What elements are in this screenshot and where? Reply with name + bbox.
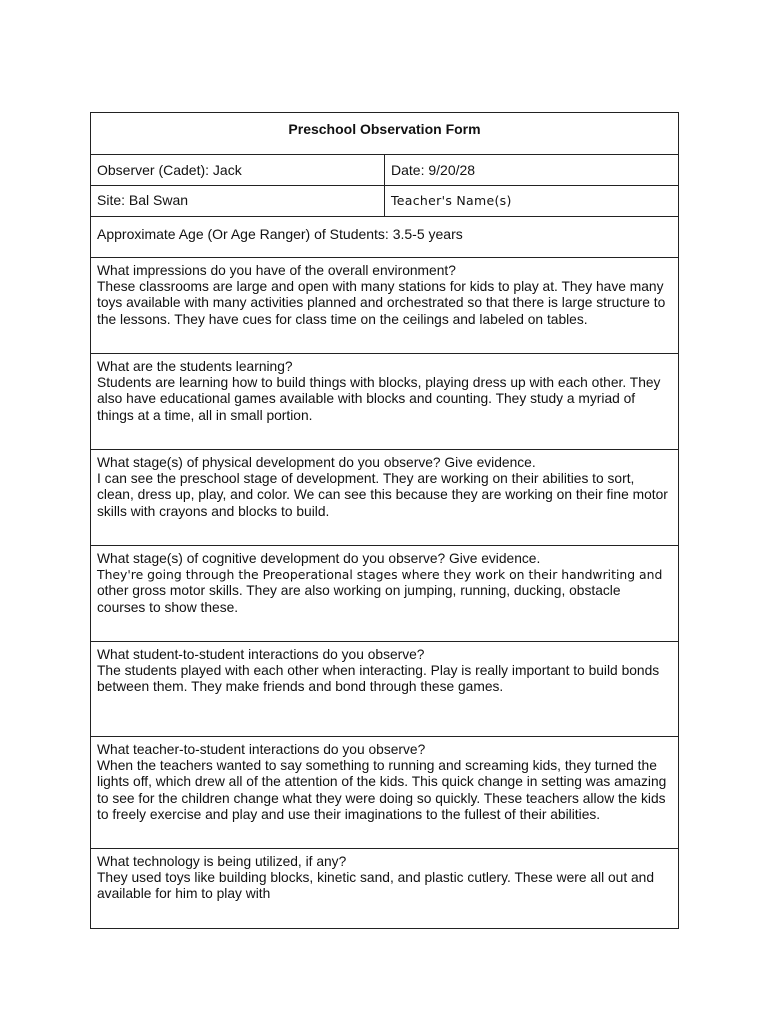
observer-field: Observer (Cadet): Jack <box>91 155 385 185</box>
question-text: What teacher-to-student interactions do you observe? <box>97 742 426 757</box>
answer-line: lights off, which drew all of the attention of the kids. This quick change in setting was amazing <box>97 774 667 790</box>
question-section-teacher-interactions <box>91 737 678 849</box>
age-field: Approximate Age (Or Age Ranger) of Students: 3.5-5 years <box>91 217 678 258</box>
question-section-physical <box>91 450 678 546</box>
answer-line: things at a time, all in small portion. <box>97 407 313 423</box>
question-text: What stage(s) of physical development do you observe? Give evidence. <box>97 455 536 470</box>
answer-line: clean, dress up, play, and color. We can see this because they are working on their fine motor <box>97 487 668 503</box>
answer-line: other gross motor skills. They are also working on jumping, running, ducking, obstacle <box>97 583 621 599</box>
question-section-environment <box>91 258 678 354</box>
question-section-technology <box>91 849 678 928</box>
question-section-learning <box>91 354 678 450</box>
site-field: Site: Bal Swan <box>91 186 385 216</box>
answer-line: The students played with each other when interacting. Play is really important to build bonds <box>97 663 660 679</box>
question-text: What are the students learning? <box>97 359 293 374</box>
answer-line: between them. They make friends and bond through these games. <box>97 679 504 695</box>
answer-line: available for him to play with <box>97 886 271 902</box>
question-section-student-interactions <box>91 642 678 737</box>
answer-line: I can see the preschool stage of development. They are working on their abilities to sort, <box>97 471 635 487</box>
question-text: What technology is being utilized, if any? <box>97 854 347 869</box>
answer-line: to see for the children change what they were doing so quickly. These teachers allow the kids <box>97 790 666 806</box>
answer-line: These classrooms are large and open with many stations for kids to play at. They have many <box>97 279 664 295</box>
question-text: What impressions do you have of the overall environment? <box>97 263 456 278</box>
teacher-names-label: Teacher's Name(s) <box>391 193 512 208</box>
answer-line: When the teachers wanted to say something to running and screaming kids, they turned the <box>97 758 657 774</box>
date-field: Date: 9/20/28 <box>391 162 476 178</box>
question-text: What student-to-student interactions do you observe? <box>97 647 425 662</box>
answer-line: also have educational games available with blocks and counting. They study a myriad of <box>97 391 636 407</box>
question-section-cognitive <box>91 546 678 642</box>
answer-line: They used toys like building blocks, kinetic sand, and plastic cutlery. These were all out and <box>97 870 655 886</box>
answer-line: Students are learning how to build things with blocks, playing dress up with each other. They <box>97 375 661 391</box>
observer-date-row <box>91 155 678 186</box>
answer-line: courses to show these. <box>97 599 239 615</box>
question-text: What stage(s) of cognitive development do you observe? Give evidence. <box>97 551 541 566</box>
answer-line: They're going through the Preoperational stages where they work on their handwriting and <box>97 567 663 583</box>
site-teacher-row <box>91 186 678 217</box>
answer-line: skills with crayons and blocks to build. <box>97 503 330 519</box>
answer-line: the lessons. They have cues for class time on the ceilings and labeled on tables. <box>97 311 588 327</box>
answer-line: toys available with many activities planned and orchestrated so that there is large structure to <box>97 295 666 311</box>
answer-line: to freely exercise and play and use their imaginations to the fullest of their abilities. <box>97 806 601 822</box>
observation-form <box>90 112 679 929</box>
form-title: Preschool Observation Form <box>91 113 678 155</box>
teacher-names-field <box>385 186 678 216</box>
